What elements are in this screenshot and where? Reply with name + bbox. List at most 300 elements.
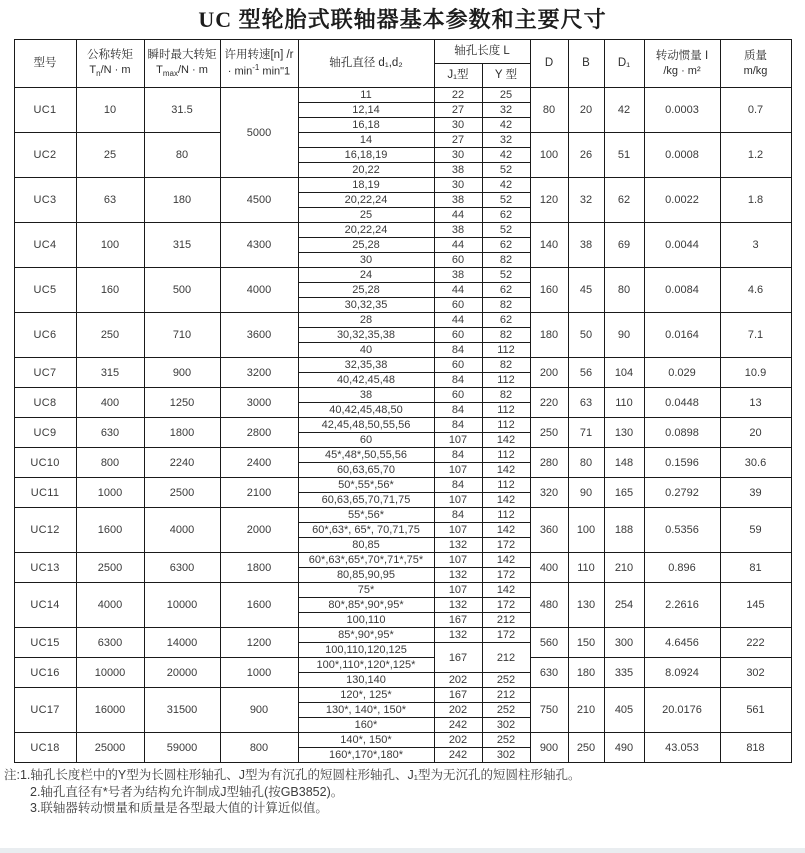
cell-y-length: 302 (482, 748, 530, 763)
cell-D1: 254 (604, 583, 644, 628)
cell-bore-diameter: 80*,85*,90*,95* (298, 598, 434, 613)
cell-D1: 110 (604, 388, 644, 418)
cell-D: 80 (530, 88, 568, 133)
col-header-bore-length: 轴孔长度 L (434, 40, 530, 64)
cell-D1: 62 (604, 178, 644, 223)
cell-mass: 818 (720, 733, 791, 763)
cell-nominal-torque: 800 (76, 448, 144, 478)
cell-max-torque: 14000 (144, 628, 220, 658)
cell-speed: 2100 (220, 478, 298, 508)
cell-j1-length: 242 (434, 718, 482, 733)
bore-row (14, 223, 791, 238)
cell-j1-length: 84 (434, 418, 482, 433)
cell-y-length: 52 (482, 193, 530, 208)
cell-D1: 300 (604, 628, 644, 658)
col-header-speed (220, 40, 298, 88)
cell-y-length: 42 (482, 178, 530, 193)
bore-row (14, 418, 791, 433)
cell-D: 560 (530, 628, 568, 658)
cell-bore-diameter: 60 (298, 433, 434, 448)
cell-model: UC16 (14, 658, 76, 688)
cell-max-torque: 2240 (144, 448, 220, 478)
col-header-inertia (644, 40, 720, 88)
cell-y-length: 25 (482, 88, 530, 103)
col-header-D: D (530, 40, 568, 88)
cell-y-length: 62 (482, 313, 530, 328)
cell-mass: 1.2 (720, 133, 791, 178)
cell-y-length: 82 (482, 298, 530, 313)
cell-y-length: 112 (482, 508, 530, 523)
cell-y-length: 42 (482, 118, 530, 133)
cell-j1-length: 60 (434, 388, 482, 403)
cell-D1: 165 (604, 478, 644, 508)
cell-nominal-torque: 25 (76, 133, 144, 178)
cell-bore-diameter: 160*,170*,180* (298, 748, 434, 763)
cell-speed: 1600 (220, 583, 298, 628)
cell-bore-diameter: 100*,110*,120*,125* (298, 658, 434, 673)
cell-y-length: 172 (482, 568, 530, 583)
bore-row (14, 388, 791, 403)
cell-y-length: 62 (482, 238, 530, 253)
bore-row (14, 313, 791, 328)
cell-D1: 69 (604, 223, 644, 268)
cell-nominal-torque: 1600 (76, 508, 144, 553)
cell-inertia: 0.029 (644, 358, 720, 388)
note-3: 3.联轴器转动惯量和质量是各型最大值的计算近似值。 (30, 800, 328, 815)
cell-bore-diameter: 14 (298, 133, 434, 148)
col-header-y-type: Y 型 (482, 64, 530, 88)
cell-j1-length: 44 (434, 208, 482, 223)
cell-inertia: 43.053 (644, 733, 720, 763)
cell-B: 210 (568, 688, 604, 733)
cell-model: UC12 (14, 508, 76, 553)
cell-y-length: 52 (482, 268, 530, 283)
cell-mass: 1.8 (720, 178, 791, 223)
cell-nominal-torque: 16000 (76, 688, 144, 733)
cell-j1-length: 44 (434, 238, 482, 253)
cell-D1: 148 (604, 448, 644, 478)
bore-row (14, 688, 791, 703)
cell-bore-diameter: 45*,48*,50,55,56 (298, 448, 434, 463)
cell-D: 900 (530, 733, 568, 763)
cell-D: 750 (530, 688, 568, 733)
page-title: UC 型轮胎式联轴器基本参数和主要尺寸 (198, 7, 607, 32)
cell-max-torque: 6300 (144, 553, 220, 583)
cell-B: 45 (568, 268, 604, 313)
cell-D: 400 (530, 553, 568, 583)
cell-bore-diameter: 20,22 (298, 163, 434, 178)
cell-nominal-torque: 10 (76, 88, 144, 133)
cell-j1-length: 107 (434, 463, 482, 478)
cell-bore-diameter: 60*,63*,65*,70*,71*,75* (298, 553, 434, 568)
cell-B: 50 (568, 313, 604, 358)
cell-bore-diameter: 100,110,120,125 (298, 643, 434, 658)
inertia-label: 转动惯量 I (655, 49, 709, 62)
coupling-parameters-table (14, 39, 792, 763)
cell-y-length: 252 (482, 703, 530, 718)
cell-bore-diameter: 24 (298, 268, 434, 283)
cell-mass: 20 (720, 418, 791, 448)
bottom-strip (0, 848, 805, 853)
cell-y-length: 252 (482, 733, 530, 748)
cell-max-torque: 2500 (144, 478, 220, 508)
nominal-torque-label: 公称转矩 (87, 48, 133, 61)
cell-nominal-torque: 63 (76, 178, 144, 223)
cell-y-length: 62 (482, 283, 530, 298)
cell-bore-diameter: 130,140 (298, 673, 434, 688)
cell-j1-length: 27 (434, 103, 482, 118)
cell-y-length: 142 (482, 433, 530, 448)
bore-row (14, 358, 791, 373)
cell-speed: 5000 (220, 88, 298, 178)
cell-y-length: 142 (482, 553, 530, 568)
cell-B: 26 (568, 133, 604, 178)
cell-inertia: 0.0003 (644, 88, 720, 133)
cell-D: 120 (530, 178, 568, 223)
cell-model: UC3 (14, 178, 76, 223)
cell-bore-diameter: 30,32,35 (298, 298, 434, 313)
cell-bore-diameter: 130*, 140*, 150* (298, 703, 434, 718)
cell-bore-diameter: 75* (298, 583, 434, 598)
cell-bore-diameter: 100,110 (298, 613, 434, 628)
cell-D1: 490 (604, 733, 644, 763)
cell-y-length: 112 (482, 418, 530, 433)
inertia-formula: /kg · m² (663, 65, 701, 78)
cell-inertia: 0.1596 (644, 448, 720, 478)
cell-B: 56 (568, 358, 604, 388)
cell-mass: 561 (720, 688, 791, 733)
cell-bore-diameter: 40,42,45,48 (298, 373, 434, 388)
cell-mass: 13 (720, 388, 791, 418)
cell-y-length: 302 (482, 718, 530, 733)
cell-B: 38 (568, 223, 604, 268)
cell-y-length: 252 (482, 673, 530, 688)
cell-speed: 3200 (220, 358, 298, 388)
cell-mass: 10.9 (720, 358, 791, 388)
cell-inertia: 0.0084 (644, 268, 720, 313)
cell-j1-length: 38 (434, 193, 482, 208)
col-header-D1: D₁ (604, 40, 644, 88)
cell-j1-length: 60 (434, 358, 482, 373)
cell-j1-length: 202 (434, 703, 482, 718)
cell-mass: 0.7 (720, 88, 791, 133)
cell-D: 480 (530, 583, 568, 628)
cell-j1-length: 38 (434, 163, 482, 178)
cell-model: UC4 (14, 223, 76, 268)
cell-bore-diameter: 120*, 125* (298, 688, 434, 703)
cell-j1-length: 132 (434, 598, 482, 613)
cell-speed: 900 (220, 688, 298, 733)
cell-mass: 222 (720, 628, 791, 658)
cell-bore-diameter: 55*,56* (298, 508, 434, 523)
cell-max-torque: 180 (144, 178, 220, 223)
cell-B: 63 (568, 388, 604, 418)
cell-y-length: 52 (482, 223, 530, 238)
cell-speed: 2000 (220, 508, 298, 553)
cell-model: UC1 (14, 88, 76, 133)
cell-j1-length: 60 (434, 253, 482, 268)
cell-D1: 130 (604, 418, 644, 448)
cell-speed: 2800 (220, 418, 298, 448)
cell-inertia: 0.0164 (644, 313, 720, 358)
cell-model: UC15 (14, 628, 76, 658)
bore-row (14, 178, 791, 193)
cell-j1-length: 107 (434, 523, 482, 538)
cell-j1-length: 30 (434, 178, 482, 193)
speed-formula: · $\min^{-1}$ min"1 (227, 63, 291, 78)
cell-inertia: 0.2792 (644, 478, 720, 508)
cell-speed: 2400 (220, 448, 298, 478)
cell-B: 80 (568, 448, 604, 478)
cell-model: UC10 (14, 448, 76, 478)
cell-j1-length: 44 (434, 283, 482, 298)
cell-max-torque: 4000 (144, 508, 220, 553)
cell-bore-diameter: 50*,55*,56* (298, 478, 434, 493)
header-row-1 (14, 40, 791, 64)
bore-row (14, 583, 791, 598)
cell-bore-diameter: 40,42,45,48,50 (298, 403, 434, 418)
cell-model: UC13 (14, 553, 76, 583)
cell-j1-length: 27 (434, 133, 482, 148)
cell-bore-diameter: 18,19 (298, 178, 434, 193)
cell-D: 280 (530, 448, 568, 478)
footnotes (4, 767, 801, 816)
cell-j1-length: 84 (434, 508, 482, 523)
col-header-mass (720, 40, 791, 88)
table-header (14, 40, 791, 88)
cell-nominal-torque: 250 (76, 313, 144, 358)
cell-D1: 210 (604, 553, 644, 583)
col-header-j1-type: J₁型 (434, 64, 482, 88)
cell-bore-diameter: 25,28 (298, 238, 434, 253)
cell-B: 90 (568, 478, 604, 508)
cell-inertia: 2.2616 (644, 583, 720, 628)
cell-j1-length: 38 (434, 223, 482, 238)
cell-mass: 4.6 (720, 268, 791, 313)
speed-label: 许用转速[n] /r (224, 48, 294, 61)
cell-y-length: 32 (482, 103, 530, 118)
cell-bore-diameter: 12,14 (298, 103, 434, 118)
cell-bore-diameter: 38 (298, 388, 434, 403)
col-header-model: 型号 (14, 40, 76, 88)
cell-inertia: 0.896 (644, 553, 720, 583)
cell-j1-length: 242 (434, 748, 482, 763)
cell-speed: 1000 (220, 658, 298, 688)
cell-j1-length: 167 (434, 643, 482, 673)
bore-row (14, 658, 791, 673)
cell-model: UC9 (14, 418, 76, 448)
cell-D: 160 (530, 268, 568, 313)
cell-nominal-torque: 100 (76, 223, 144, 268)
cell-mass: 30.6 (720, 448, 791, 478)
cell-j1-length: 202 (434, 733, 482, 748)
cell-nominal-torque: 10000 (76, 658, 144, 688)
col-header-nominal-torque (76, 40, 144, 88)
cell-bore-diameter: 85*,90*,95* (298, 628, 434, 643)
cell-speed: 800 (220, 733, 298, 763)
cell-mass: 302 (720, 658, 791, 688)
cell-y-length: 142 (482, 583, 530, 598)
cell-B: 110 (568, 553, 604, 583)
cell-mass: 7.1 (720, 313, 791, 358)
cell-bore-diameter: 60*,63*, 65*, 70,71,75 (298, 523, 434, 538)
cell-inertia: 0.0022 (644, 178, 720, 223)
cell-D1: 405 (604, 688, 644, 733)
cell-D1: 51 (604, 133, 644, 178)
cell-y-length: 112 (482, 478, 530, 493)
bore-row (14, 88, 791, 103)
cell-mass: 59 (720, 508, 791, 553)
cell-y-length: 172 (482, 538, 530, 553)
cell-y-length: 212 (482, 613, 530, 628)
cell-inertia: 0.0448 (644, 388, 720, 418)
cell-D1: 80 (604, 268, 644, 313)
cell-y-length: 42 (482, 148, 530, 163)
cell-y-length: 82 (482, 253, 530, 268)
cell-model: UC14 (14, 583, 76, 628)
cell-mass: 145 (720, 583, 791, 628)
cell-nominal-torque: 6300 (76, 628, 144, 658)
cell-B: 250 (568, 733, 604, 763)
cell-D1: 90 (604, 313, 644, 358)
col-header-B: B (568, 40, 604, 88)
cell-j1-length: 38 (434, 268, 482, 283)
cell-j1-length: 107 (434, 553, 482, 568)
cell-y-length: 142 (482, 523, 530, 538)
cell-D1: 335 (604, 658, 644, 688)
cell-D: 100 (530, 133, 568, 178)
cell-D: 360 (530, 508, 568, 553)
cell-y-length: 62 (482, 208, 530, 223)
cell-max-torque: 31500 (144, 688, 220, 733)
cell-max-torque: 31.5 (144, 88, 220, 133)
cell-D: 200 (530, 358, 568, 388)
cell-bore-diameter: 60,63,65,70,71,75 (298, 493, 434, 508)
cell-D: 140 (530, 223, 568, 268)
cell-inertia: 0.0898 (644, 418, 720, 448)
cell-y-length: 142 (482, 493, 530, 508)
bore-row (14, 733, 791, 748)
col-header-bore-diameter: 轴孔直径 d₁,d₂ (298, 40, 434, 88)
cell-model: UC2 (14, 133, 76, 178)
cell-bore-diameter: 42,45,48,50,55,56 (298, 418, 434, 433)
cell-y-length: 112 (482, 373, 530, 388)
max-torque-formula: $T_{max}/N \cdot m$ (156, 64, 208, 79)
cell-j1-length: 167 (434, 613, 482, 628)
cell-bore-diameter: 16,18,19 (298, 148, 434, 163)
cell-max-torque: 1250 (144, 388, 220, 418)
cell-j1-length: 84 (434, 448, 482, 463)
cell-inertia: 20.0176 (644, 688, 720, 733)
cell-bore-diameter: 20,22,24 (298, 223, 434, 238)
cell-speed: 3600 (220, 313, 298, 358)
cell-bore-diameter: 40 (298, 343, 434, 358)
cell-max-torque: 315 (144, 223, 220, 268)
cell-nominal-torque: 1000 (76, 478, 144, 508)
cell-y-length: 172 (482, 628, 530, 643)
mass-label: 质量 (744, 49, 767, 62)
cell-model: UC11 (14, 478, 76, 508)
cell-B: 180 (568, 658, 604, 688)
cell-y-length: 32 (482, 133, 530, 148)
cell-model: UC18 (14, 733, 76, 763)
note-2: 2.轴孔直径有*号者为结构允许制成J型轴孔(按GB3852)。 (30, 784, 344, 799)
cell-j1-length: 84 (434, 478, 482, 493)
cell-model: UC5 (14, 268, 76, 313)
cell-D1: 188 (604, 508, 644, 553)
cell-speed: 4500 (220, 178, 298, 223)
cell-y-length: 112 (482, 403, 530, 418)
cell-B: 100 (568, 508, 604, 553)
cell-B: 150 (568, 628, 604, 658)
cell-speed: 1800 (220, 553, 298, 583)
bore-row (14, 448, 791, 463)
cell-B: 71 (568, 418, 604, 448)
cell-mass: 81 (720, 553, 791, 583)
cell-nominal-torque: 630 (76, 418, 144, 448)
cell-j1-length: 84 (434, 403, 482, 418)
cell-nominal-torque: 400 (76, 388, 144, 418)
cell-j1-length: 132 (434, 538, 482, 553)
cell-bore-diameter: 28 (298, 313, 434, 328)
cell-j1-length: 44 (434, 313, 482, 328)
cell-j1-length: 202 (434, 673, 482, 688)
cell-max-torque: 59000 (144, 733, 220, 763)
cell-nominal-torque: 4000 (76, 583, 144, 628)
cell-D: 180 (530, 313, 568, 358)
cell-nominal-torque: 2500 (76, 553, 144, 583)
cell-bore-diameter: 25,28 (298, 283, 434, 298)
bore-row (14, 268, 791, 283)
cell-D: 220 (530, 388, 568, 418)
cell-model: UC6 (14, 313, 76, 358)
cell-nominal-torque: 315 (76, 358, 144, 388)
cell-bore-diameter: 16,18 (298, 118, 434, 133)
cell-bore-diameter: 80,85 (298, 538, 434, 553)
cell-nominal-torque: 25000 (76, 733, 144, 763)
cell-speed: 4000 (220, 268, 298, 313)
cell-y-length: 82 (482, 328, 530, 343)
cell-j1-length: 167 (434, 688, 482, 703)
cell-j1-length: 107 (434, 583, 482, 598)
table-body (14, 88, 791, 763)
cell-max-torque: 80 (144, 133, 220, 178)
cell-D1: 104 (604, 358, 644, 388)
cell-D: 630 (530, 658, 568, 688)
cell-mass: 39 (720, 478, 791, 508)
cell-D: 250 (530, 418, 568, 448)
note-1: 注:1.轴孔长度栏中的Y型为长圆柱形轴孔、J型为有沉孔的短圆柱形轴孔、J₁型为无沉孔的短圆柱形轴孔。 (4, 768, 581, 783)
cell-y-length: 142 (482, 463, 530, 478)
cell-bore-diameter: 140*, 150* (298, 733, 434, 748)
cell-j1-length: 84 (434, 343, 482, 358)
cell-inertia: 0.5356 (644, 508, 720, 553)
nominal-torque-formula: $T_n/N \cdot m$ (89, 64, 131, 79)
cell-bore-diameter: 30 (298, 253, 434, 268)
cell-speed: 4300 (220, 223, 298, 268)
max-torque-label: 瞬时最大转矩 (147, 48, 217, 61)
cell-bore-diameter: 60,63,65,70 (298, 463, 434, 478)
cell-j1-length: 107 (434, 493, 482, 508)
cell-y-length: 82 (482, 358, 530, 373)
cell-D1: 42 (604, 88, 644, 133)
cell-inertia: 0.0044 (644, 223, 720, 268)
cell-j1-length: 84 (434, 373, 482, 388)
bore-row (14, 508, 791, 523)
cell-bore-diameter: 80,85,90,95 (298, 568, 434, 583)
mass-formula: m/kg (743, 65, 768, 78)
cell-B: 20 (568, 88, 604, 133)
